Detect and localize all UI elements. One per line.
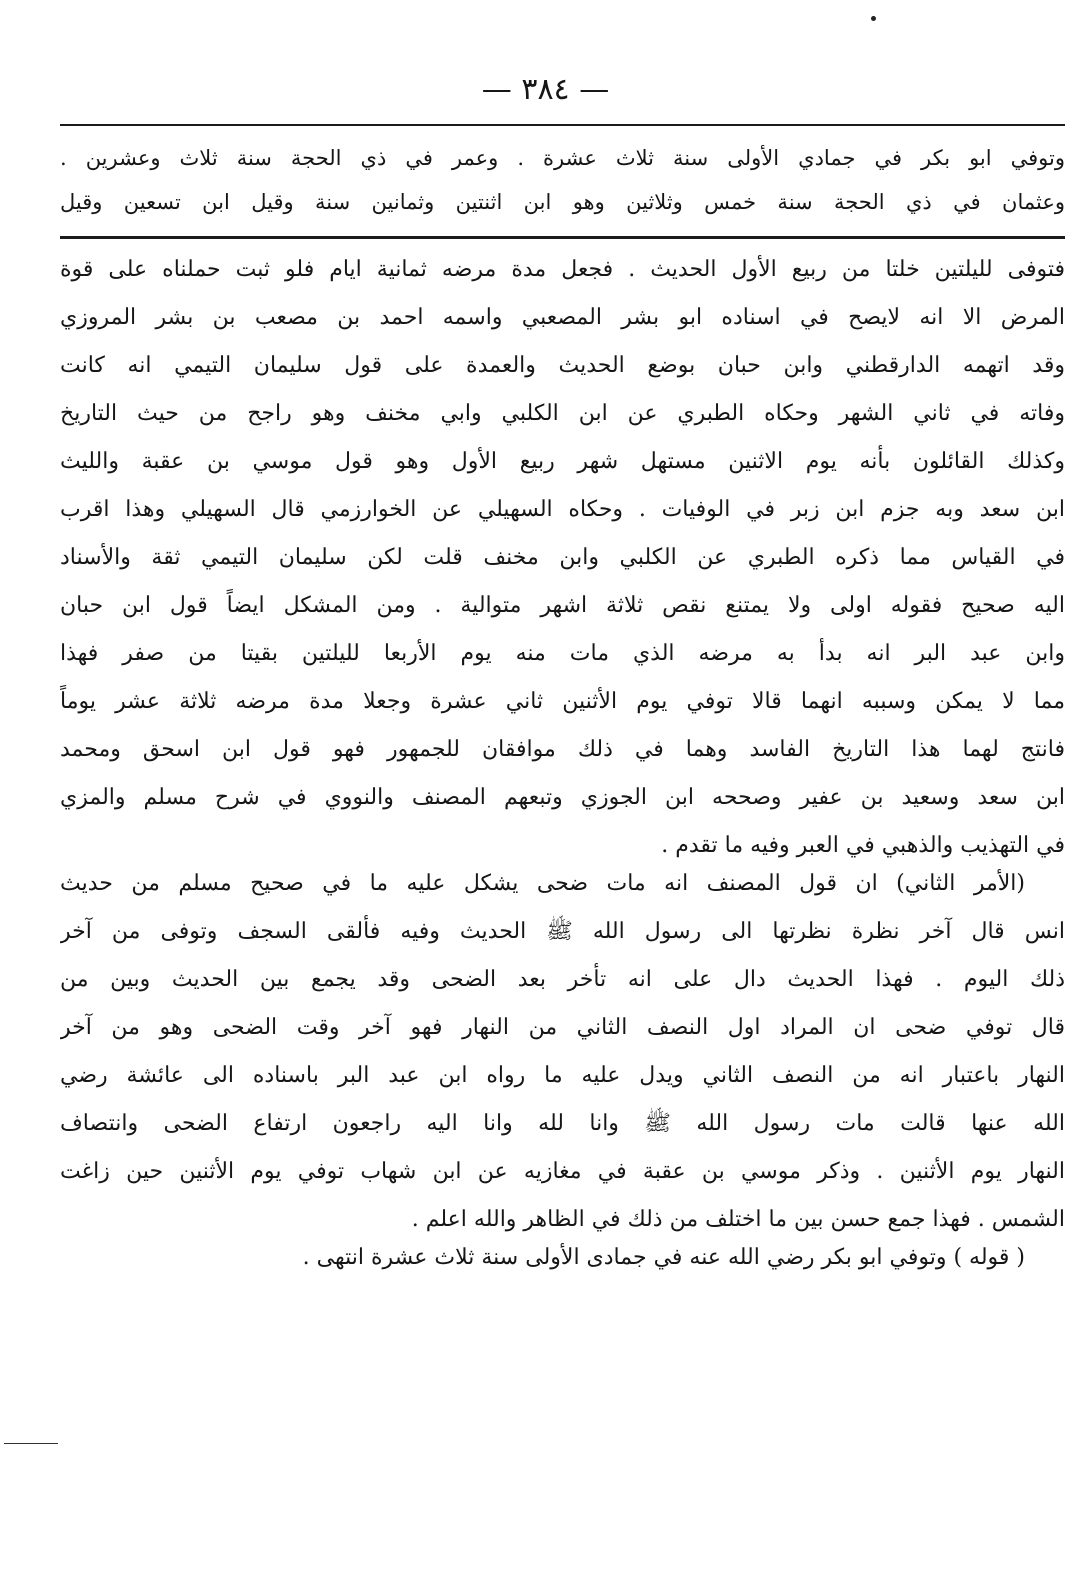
commentary-text	[60, 246, 1065, 1282]
ink-speck	[871, 16, 876, 21]
text-line: الشمس . فهذا جمع حسن بين ما اختلف من ذلك في الظاهر والله اعلم .	[411, 1207, 1065, 1232]
header-line: وعثمان في ذي الحجة سنة خمس وثلاثين وهو ابن اثنتين وثمانين سنة وقيل ابن تسعين وقيل	[60, 190, 1065, 214]
text-line: فتوفى لليلتين خلتا من ربيع الأول الحديث . فجعل مدة مرضه ثمانية ايام فلو ثبت حملناه على قوة	[60, 257, 1065, 282]
text-line: النهار باعتبار انه من النصف الثاني ويدل عليه ما رواه ابن عبد البر باسناده الى عائشة رضي	[60, 1063, 1065, 1088]
text-line: قال توفي ضحى ان المراد اول النصف الثاني من النهار فهو آخر وقت الضحى وهو من آخر	[60, 1015, 1065, 1040]
text-line: مما لا يمكن وسببه انهما قالا توفي يوم الأثنين ثاني عشرة وجعلا مدة مرضه ثلاثة عشر يوماً	[60, 689, 1065, 714]
text-line: النهار يوم الأثنين . وذكر موسي بن عقبة في مغازيه عن ابن شهاب توفي يوم الأثنين حين زاغت	[60, 1159, 1065, 1184]
text-line: في التهذيب والذهبي في العبر وفيه ما تقدم .	[661, 833, 1065, 858]
text-line: ابن سعد وبه جزم ابن زبر في الوفيات . وحكاه السهيلي عن الخوارزمي قال السهيلي وهذا اقرب	[60, 497, 1065, 522]
header-bottom-rule	[60, 236, 1065, 239]
section-heading-line: (الأمر الثاني) ان قول المصنف انه مات ضحى يشكل عليه ما في صحيح مسلم من حديث	[60, 871, 1025, 896]
text-line: وكذلك القائلون بأنه يوم الاثنين مستهل شهر ربيع الأول وهو قول موسي بن عقبة والليث	[60, 449, 1065, 474]
page-number: — ٣٨٤ —	[481, 72, 610, 107]
text-line: وابن عبد البر انه بدأ به مرضه الذي مات منه يوم الأربعا لليلتين بقيتا من صفر فهذا	[60, 641, 1065, 666]
header-quote	[60, 136, 1065, 224]
margin-mark	[4, 1443, 58, 1444]
text-line: في القياس مما ذكره الطبري عن الكلبي وابن مخنف قلت لكن سليمان التيمي ثقة والأسناد	[60, 545, 1065, 570]
text-line: انس قال آخر نظرة نظرتها الى رسول الله ﷺ الحديث وفيه فألقى السجف وتوفى من آخر	[60, 919, 1065, 944]
text-line: المرض الا انه لايصح في اسناده ابو بشر المصعبي واسمه احمد بن مصعب بن بشر المروزي	[60, 305, 1065, 330]
quotation-line: ( قوله ) وتوفي ابو بكر رضي الله عنه في جمادى الأولى سنة ثلاث عشرة انتهى .	[302, 1245, 1025, 1270]
text-line: وفاته في ثاني الشهر وحكاه الطبري عن ابن الكلبي وابي مخنف وهو راجح من حيث التاريخ	[60, 401, 1065, 426]
header-line: وتوفي ابو بكر في جمادي الأولى سنة ثلاث عشرة . وعمر في ذي الحجة سنة ثلاث وعشرين .	[60, 146, 1065, 170]
text-line: ذلك اليوم . فهذا الحديث دال على انه تأخر بعد الضحى وقد يجمع بين الحديث وبين من	[60, 967, 1065, 992]
text-line: الله عنها قالت مات رسول الله ﷺ وانا لله وانا اليه راجعون ارتفاع الضحى وانتصاف	[60, 1111, 1065, 1136]
header-top-rule	[60, 124, 1065, 126]
text-line: اليه صحيح فقوله اولى ولا يمتنع نقص ثلاثة اشهر متوالية . ومن المشكل ايضاً قول ابن حبان	[60, 593, 1065, 618]
text-line: فانتج لهما هذا التاريخ الفاسد وهما في ذلك موافقان للجمهور فهو قول ابن اسحق ومحمد	[60, 737, 1065, 762]
text-line: ابن سعد وسعيد بن عفير وصححه ابن الجوزي وتبعهم المصنف والنووي في شرح مسلم والمزي	[60, 785, 1065, 810]
text-line: وقد اتهمه الدارقطني وابن حبان بوضع الحديث والعمدة على قول سليمان التيمي انه كانت	[60, 353, 1065, 378]
